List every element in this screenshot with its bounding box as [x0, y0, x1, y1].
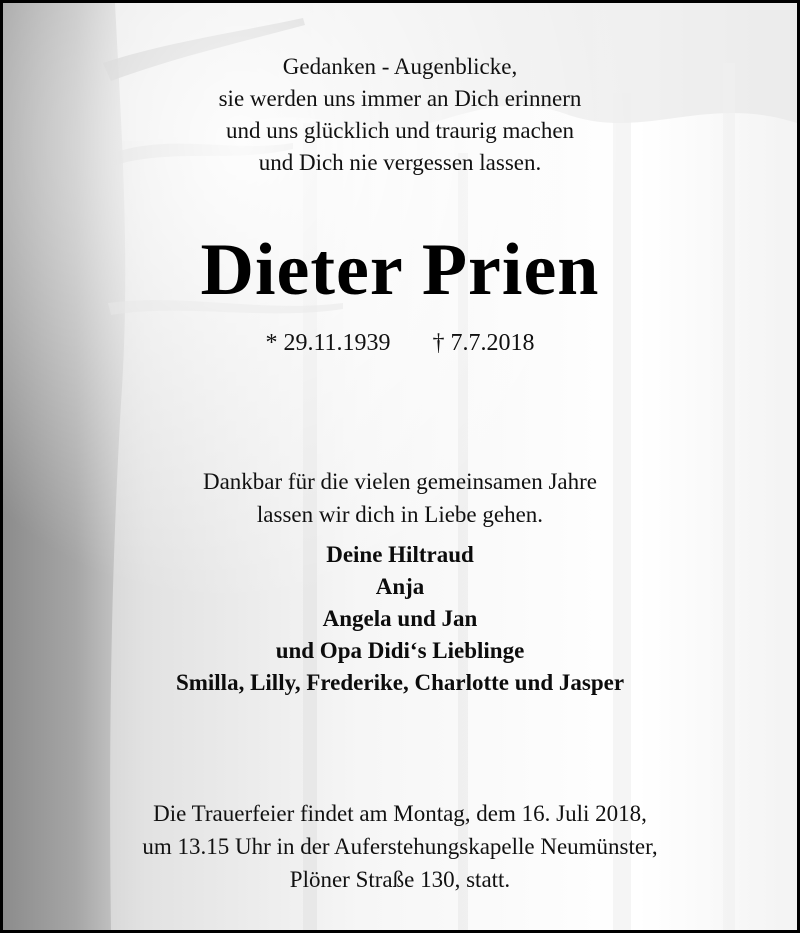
funeral-service-info	[3, 797, 797, 896]
life-dates	[3, 327, 797, 359]
mourners-list	[3, 539, 797, 699]
poem-line: und uns glücklich und traurig machen	[225, 118, 575, 143]
mourner-line: Smilla, Lilly, Frederike, Charlotte und Jasper	[175, 670, 625, 695]
birth-date: * 29.11.1939	[265, 330, 391, 356]
service-line: Die Trauerfeier findet am Montag, dem 16. Juli 2018,	[153, 801, 647, 826]
death-date: † 7.7.2018	[432, 330, 535, 356]
thanks-line: lassen wir dich in Liebe gehen.	[256, 502, 544, 527]
poem-line: sie werden uns immer an Dich erinnern	[218, 86, 582, 111]
thanks-block	[3, 465, 797, 531]
mourner-line: und Opa Didi‘s Lieblinge	[275, 638, 525, 663]
thanks-line: Dankbar für die vielen gemeinsamen Jahre	[202, 469, 598, 494]
mourner-line: Angela und Jan	[322, 606, 478, 631]
mourner-line: Anja	[375, 574, 425, 599]
service-line: um 13.15 Uhr in der Auferstehungskapelle Neumünster,	[142, 834, 658, 859]
service-line: Plöner Straße 130, statt.	[289, 867, 511, 892]
poem-block	[3, 51, 797, 179]
mourner-line: Deine Hiltraud	[326, 542, 474, 567]
poem-line: und Dich nie vergessen lassen.	[258, 150, 542, 175]
poem-line: Gedanken - Augenblicke,	[282, 54, 518, 79]
notice-content	[3, 3, 797, 930]
deceased-name: Dieter Prien	[200, 229, 600, 311]
